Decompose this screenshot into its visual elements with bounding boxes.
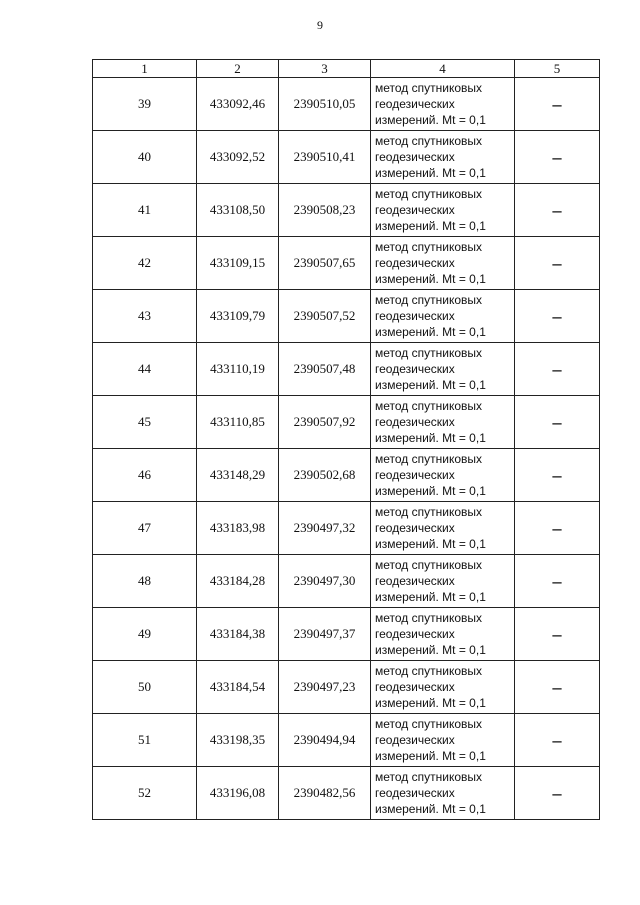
- method-cell: [371, 131, 515, 184]
- method-line: метод спутниковых: [375, 558, 483, 572]
- header-col-2: 2: [197, 60, 279, 78]
- method-line: метод спутниковых: [375, 664, 483, 678]
- method-line: геодезических: [375, 574, 455, 588]
- method-line: измерений. Mt = 0,1: [375, 749, 486, 763]
- table-row: [93, 131, 600, 184]
- method-line: измерений. Mt = 0,1: [375, 590, 486, 604]
- method-cell: [371, 608, 515, 661]
- note-cell: –: [515, 396, 600, 449]
- x-coordinate-cell: 433183,98: [197, 502, 279, 555]
- header-col-5: 5: [515, 60, 600, 78]
- method-cell: [371, 184, 515, 237]
- method-line: геодезических: [375, 521, 455, 535]
- method-line: измерений. Mt = 0,1: [375, 272, 486, 286]
- header-col-4: 4: [371, 60, 515, 78]
- method-cell: [371, 78, 515, 131]
- header-col-3: 3: [279, 60, 371, 78]
- method-line: измерений. Mt = 0,1: [375, 166, 486, 180]
- point-number-cell: 41: [93, 184, 197, 237]
- point-number-cell: 48: [93, 555, 197, 608]
- point-number-cell: 43: [93, 290, 197, 343]
- method-line: метод спутниковых: [375, 770, 483, 784]
- y-coordinate-cell: 2390497,37: [279, 608, 371, 661]
- table-body: [93, 78, 600, 820]
- coordinates-table: [92, 59, 600, 820]
- y-coordinate-cell: 2390508,23: [279, 184, 371, 237]
- x-coordinate-cell: 433092,52: [197, 131, 279, 184]
- method-line: метод спутниковых: [375, 187, 483, 201]
- method-line: метод спутниковых: [375, 293, 483, 307]
- method-line: метод спутниковых: [375, 452, 483, 466]
- method-cell: [371, 661, 515, 714]
- method-line: измерений. Mt = 0,1: [375, 696, 486, 710]
- point-number-cell: 40: [93, 131, 197, 184]
- note-cell: –: [515, 714, 600, 767]
- x-coordinate-cell: 433198,35: [197, 714, 279, 767]
- note-cell: –: [515, 78, 600, 131]
- table-header: [93, 60, 600, 78]
- method-line: геодезических: [375, 733, 455, 747]
- method-cell: [371, 555, 515, 608]
- note-cell: –: [515, 237, 600, 290]
- method-cell: [371, 396, 515, 449]
- table-row: [93, 290, 600, 343]
- method-line: геодезических: [375, 415, 455, 429]
- method-cell: [371, 237, 515, 290]
- point-number-cell: 44: [93, 343, 197, 396]
- x-coordinate-cell: 433092,46: [197, 78, 279, 131]
- y-coordinate-cell: 2390507,65: [279, 237, 371, 290]
- x-coordinate-cell: 433184,54: [197, 661, 279, 714]
- table-row: [93, 608, 600, 661]
- y-coordinate-cell: 2390510,41: [279, 131, 371, 184]
- x-coordinate-cell: 433148,29: [197, 449, 279, 502]
- method-line: измерений. Mt = 0,1: [375, 378, 486, 392]
- table-row: [93, 449, 600, 502]
- note-cell: –: [515, 767, 600, 820]
- method-line: метод спутниковых: [375, 399, 483, 413]
- x-coordinate-cell: 433110,85: [197, 396, 279, 449]
- method-line: измерений. Mt = 0,1: [375, 484, 486, 498]
- point-number-cell: 52: [93, 767, 197, 820]
- x-coordinate-cell: 433109,15: [197, 237, 279, 290]
- y-coordinate-cell: 2390507,92: [279, 396, 371, 449]
- point-number-cell: 42: [93, 237, 197, 290]
- method-line: метод спутниковых: [375, 240, 483, 254]
- method-line: измерений. Mt = 0,1: [375, 802, 486, 816]
- point-number-cell: 50: [93, 661, 197, 714]
- note-cell: –: [515, 449, 600, 502]
- method-cell: [371, 290, 515, 343]
- method-cell: [371, 502, 515, 555]
- x-coordinate-cell: 433108,50: [197, 184, 279, 237]
- method-cell: [371, 767, 515, 820]
- method-line: измерений. Mt = 0,1: [375, 325, 486, 339]
- y-coordinate-cell: 2390507,52: [279, 290, 371, 343]
- method-line: измерений. Mt = 0,1: [375, 643, 486, 657]
- method-line: геодезических: [375, 150, 455, 164]
- note-cell: –: [515, 502, 600, 555]
- point-number-cell: 39: [93, 78, 197, 131]
- method-cell: [371, 343, 515, 396]
- note-cell: –: [515, 555, 600, 608]
- method-line: геодезических: [375, 468, 455, 482]
- method-line: метод спутниковых: [375, 346, 483, 360]
- x-coordinate-cell: 433196,08: [197, 767, 279, 820]
- method-line: геодезических: [375, 256, 455, 270]
- point-number-cell: 49: [93, 608, 197, 661]
- y-coordinate-cell: 2390502,68: [279, 449, 371, 502]
- method-line: геодезических: [375, 97, 455, 111]
- method-cell: [371, 449, 515, 502]
- y-coordinate-cell: 2390507,48: [279, 343, 371, 396]
- table-row: [93, 767, 600, 820]
- point-number-cell: 46: [93, 449, 197, 502]
- note-cell: –: [515, 608, 600, 661]
- method-line: геодезических: [375, 627, 455, 641]
- x-coordinate-cell: 433184,38: [197, 608, 279, 661]
- note-cell: –: [515, 661, 600, 714]
- method-line: метод спутниковых: [375, 81, 483, 95]
- method-line: геодезических: [375, 362, 455, 376]
- method-line: метод спутниковых: [375, 611, 483, 625]
- method-line: измерений. Mt = 0,1: [375, 219, 486, 233]
- method-line: геодезических: [375, 309, 455, 323]
- page-number: 9: [317, 18, 323, 32]
- x-coordinate-cell: 433109,79: [197, 290, 279, 343]
- method-line: метод спутниковых: [375, 505, 483, 519]
- note-cell: –: [515, 290, 600, 343]
- method-line: геодезических: [375, 203, 455, 217]
- table-row: [93, 714, 600, 767]
- point-number-cell: 51: [93, 714, 197, 767]
- x-coordinate-cell: 433110,19: [197, 343, 279, 396]
- point-number-cell: 47: [93, 502, 197, 555]
- method-line: геодезических: [375, 786, 455, 800]
- note-cell: –: [515, 343, 600, 396]
- method-line: измерений. Mt = 0,1: [375, 113, 486, 127]
- table-row: [93, 502, 600, 555]
- y-coordinate-cell: 2390494,94: [279, 714, 371, 767]
- y-coordinate-cell: 2390497,32: [279, 502, 371, 555]
- method-line: метод спутниковых: [375, 134, 483, 148]
- method-line: метод спутниковых: [375, 717, 483, 731]
- table-row: [93, 396, 600, 449]
- method-line: измерений. Mt = 0,1: [375, 537, 486, 551]
- table-row: [93, 343, 600, 396]
- table-row: [93, 555, 600, 608]
- header-col-1: 1: [93, 60, 197, 78]
- header-row: [93, 60, 600, 78]
- y-coordinate-cell: 2390510,05: [279, 78, 371, 131]
- y-coordinate-cell: 2390497,30: [279, 555, 371, 608]
- table-row: [93, 184, 600, 237]
- method-line: геодезических: [375, 680, 455, 694]
- note-cell: –: [515, 131, 600, 184]
- table-row: [93, 78, 600, 131]
- note-cell: –: [515, 184, 600, 237]
- table-row: [93, 237, 600, 290]
- point-number-cell: 45: [93, 396, 197, 449]
- method-cell: [371, 714, 515, 767]
- y-coordinate-cell: 2390497,23: [279, 661, 371, 714]
- y-coordinate-cell: 2390482,56: [279, 767, 371, 820]
- method-line: измерений. Mt = 0,1: [375, 431, 486, 445]
- x-coordinate-cell: 433184,28: [197, 555, 279, 608]
- table-row: [93, 661, 600, 714]
